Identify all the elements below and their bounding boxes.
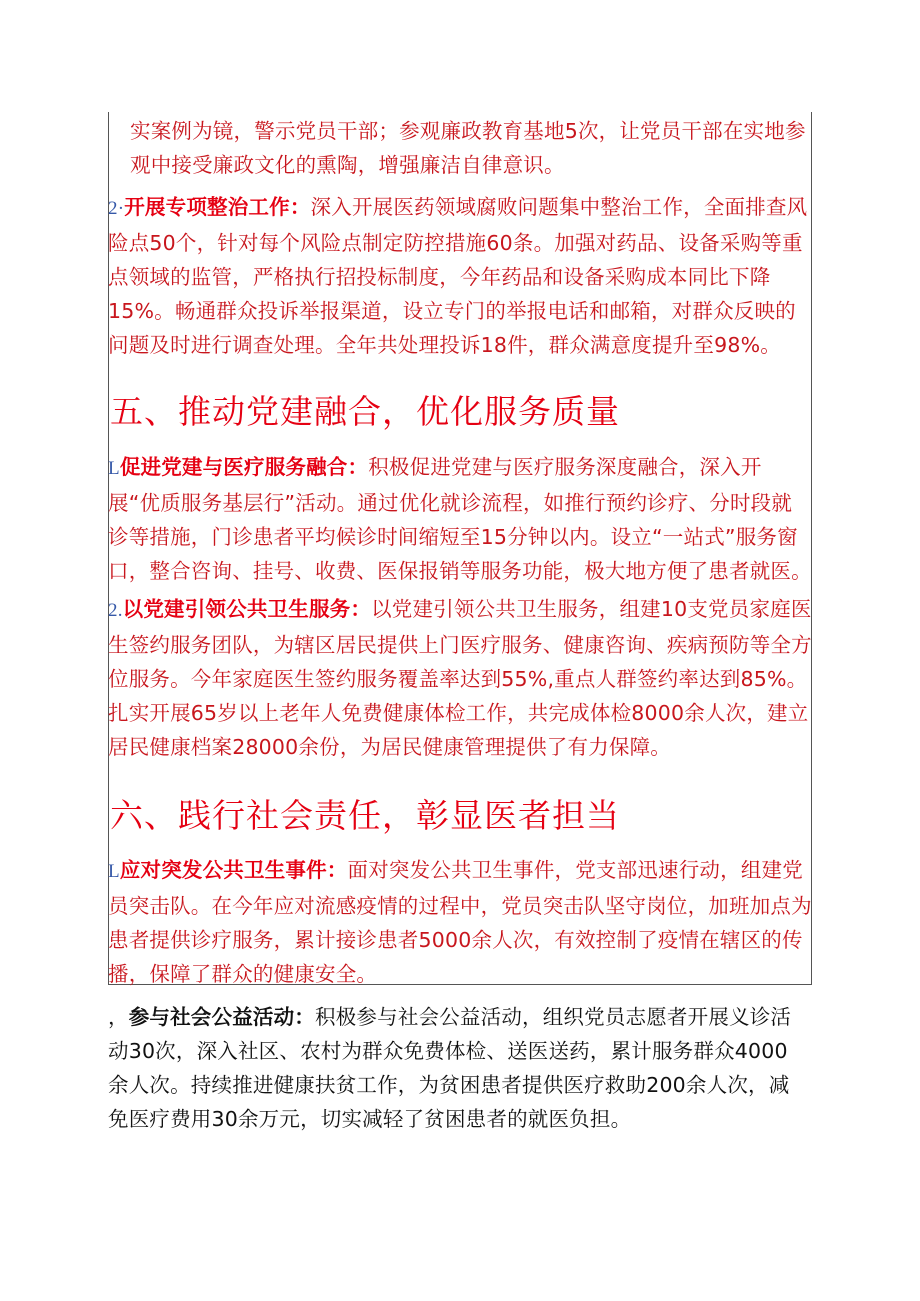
s6-p2-text: 积极参与社会公益活动，组织党员志愿者开展义诊活动30次，深入社区、农村为群众免费体检、送医送药，累计服务群众4000余人次。持续推进健康扶贫工作，为贫困患者提供医疗救助200余人次，减免医疗费用30余万元，切实减轻了贫困患者的就医负担。: [108, 1005, 792, 1131]
s6-p1-lead: 应对突发公共卫生事件：: [119, 858, 348, 882]
s5-paragraph-2: [108, 592, 812, 764]
s4-p2-lead: 开展专项整治工作：: [124, 195, 311, 219]
s5-paragraph-1: [108, 450, 812, 588]
s4-p2-text: 深入开展医药领域腐败问题集中整治工作，全面排查风险点50个，针对每个风险点制定防控措施60条。加强对药品、设备采购等重点领域的监管，严格执行招投标制度，今年药品和设备采购成本同比下降15%。畅通群众投诉举报渠道，设立专门的举报电话和邮箱，对群众反映的问题及时进行调查处理。全年共处理投诉18件，群众满意度提升至98%。: [108, 195, 808, 357]
s6-p2-lead: 参与社会公益活动：: [128, 1005, 316, 1029]
s5-p2-lead: 以党建引领公共卫生服务：: [122, 597, 372, 621]
s5-p1-text: 积极促进党建与医疗服务深度融合，深入开展“优质服务基层行”活动。通过优化就诊流程，如推行预约诊疗、分时段就诊等措施，门诊患者平均候诊时间缩短至15分钟以内。设立“一站式”服务窗口，整合咨询、挂号、收费、医保报销等服务功能，极大地方便了患者就医。: [108, 455, 812, 583]
s4-p1-text: 实案例为镜，警示党员干部；参观廉政教育基地5次，让党员干部在实地参观中接受廉政文化的熏陶，增强廉洁自律意识。: [130, 119, 806, 177]
s4-paragraph-1: [130, 114, 810, 182]
s4-p2-number: 2·: [108, 198, 125, 219]
section5-heading: 五、推动党建融合，优化服务质量: [110, 392, 620, 431]
s5-p2-text: 以党建引领公共卫生服务，组建10支党员家庭医生签约服务团队，为辖区居民提供上门医疗服务、健康咨询、疾病预防等全方位服务。今年家庭医生签约服务覆盖率达到55%,重点人群签约率达到85%。扎实开展65岁以上老年人免费健康体检工作，共完成体检8000余人次，建立居民健康档案28000余份，为居民健康管理提供了有力保障。: [108, 597, 812, 759]
s6-p1-text: 面对突发公共卫生事件，党支部迅速行动，组建党员突击队。在今年应对流感疫情的过程中，党员突击队坚守岗位，加班加点为患者提供诊疗服务，累计接诊患者5000余人次，有效控制了疫情在辖区的传播，保障了群众的健康安全。: [108, 858, 812, 986]
s5-p1-number: L: [108, 458, 120, 479]
s6-paragraph-2: [108, 1000, 808, 1136]
section6-heading: 六、践行社会责任，彰显医者担当: [110, 796, 620, 835]
s5-p1-lead: 促进党建与医疗服务融合：: [119, 455, 369, 479]
s4-paragraph-2: [108, 190, 812, 362]
s5-p2-number: 2.: [108, 600, 123, 621]
s6-p1-number: L: [108, 861, 120, 882]
s6-paragraph-1: [108, 853, 812, 991]
s6-p2-number: ，: [108, 1005, 129, 1029]
